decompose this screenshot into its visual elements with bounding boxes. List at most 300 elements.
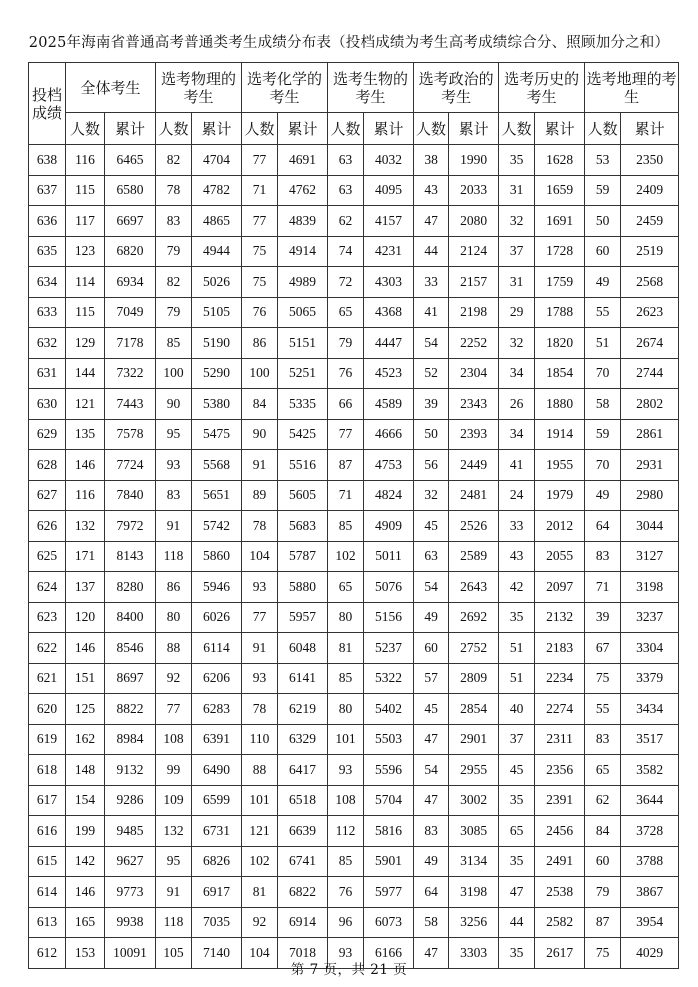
page-footer: 第 7 页，共 21 页 [290, 962, 408, 978]
geography-cumulative-cell: 3788 [621, 846, 679, 877]
chemistry-count-cell: 89 [242, 480, 278, 511]
geography-cumulative-cell: 3198 [621, 572, 679, 603]
all-cumulative-cell: 7578 [105, 419, 156, 450]
biology-cumulative-cell: 5076 [364, 572, 414, 603]
biology-cumulative-cell: 5704 [364, 785, 414, 816]
chemistry-cumulative-cell: 5516 [278, 450, 328, 481]
physics-count-cell: 105 [156, 938, 192, 969]
geography-cumulative-cell: 4029 [621, 938, 679, 969]
geography-count-cell: 49 [585, 267, 621, 298]
group-header-all: 全体考生 [66, 63, 156, 113]
politics-cumulative-cell: 2393 [449, 419, 499, 450]
biology-count-cell: 93 [328, 755, 364, 786]
chemistry-count-cell: 76 [242, 297, 278, 328]
chemistry-count-cell: 78 [242, 511, 278, 542]
table-row [29, 663, 679, 694]
score-cell: 629 [29, 419, 66, 450]
politics-cumulative-cell: 3085 [449, 816, 499, 847]
history-cumulative-cell: 2274 [535, 694, 585, 725]
biology-count-cell: 87 [328, 450, 364, 481]
physics-cumulative-cell: 6206 [192, 663, 242, 694]
history-count-cell: 44 [499, 907, 535, 938]
politics-cumulative-cell: 1990 [449, 145, 499, 176]
chemistry-count-cell: 77 [242, 145, 278, 176]
score-cell: 613 [29, 907, 66, 938]
chemistry-cumulative-cell: 5425 [278, 419, 328, 450]
score-cell: 619 [29, 724, 66, 755]
biology-count-cell: 108 [328, 785, 364, 816]
all-count-cell: 154 [66, 785, 105, 816]
biology-cumulative-cell: 4753 [364, 450, 414, 481]
score-cell: 614 [29, 877, 66, 908]
physics-count-cell: 91 [156, 877, 192, 908]
physics-count-cell: 132 [156, 816, 192, 847]
count-header: 人数 [242, 113, 278, 145]
table-row [29, 358, 679, 389]
all-cumulative-cell: 7049 [105, 297, 156, 328]
all-cumulative-cell: 6580 [105, 175, 156, 206]
history-count-cell: 32 [499, 206, 535, 237]
all-count-cell: 137 [66, 572, 105, 603]
geography-cumulative-cell: 3728 [621, 816, 679, 847]
geography-count-cell: 87 [585, 907, 621, 938]
all-cumulative-cell: 9286 [105, 785, 156, 816]
history-count-cell: 35 [499, 602, 535, 633]
history-cumulative-cell: 2055 [535, 541, 585, 572]
cumulative-header: 累计 [192, 113, 242, 145]
all-cumulative-cell: 9938 [105, 907, 156, 938]
history-cumulative-cell: 1979 [535, 480, 585, 511]
physics-count-cell: 78 [156, 175, 192, 206]
table-row [29, 267, 679, 298]
geography-count-cell: 51 [585, 328, 621, 359]
history-cumulative-cell: 1955 [535, 450, 585, 481]
geography-cumulative-cell: 3044 [621, 511, 679, 542]
geography-cumulative-cell: 3434 [621, 694, 679, 725]
politics-count-cell: 43 [414, 175, 449, 206]
chemistry-cumulative-cell: 4914 [278, 236, 328, 267]
history-count-cell: 51 [499, 633, 535, 664]
score-cell: 623 [29, 602, 66, 633]
chemistry-count-cell: 77 [242, 206, 278, 237]
geography-cumulative-cell: 2519 [621, 236, 679, 267]
history-cumulative-cell: 1788 [535, 297, 585, 328]
cumulative-header: 累计 [278, 113, 328, 145]
geography-cumulative-cell: 3304 [621, 633, 679, 664]
score-cell: 626 [29, 511, 66, 542]
count-header: 人数 [499, 113, 535, 145]
physics-cumulative-cell: 6917 [192, 877, 242, 908]
physics-cumulative-cell: 6490 [192, 755, 242, 786]
all-count-cell: 121 [66, 389, 105, 420]
physics-cumulative-cell: 5290 [192, 358, 242, 389]
politics-cumulative-cell: 2854 [449, 694, 499, 725]
politics-cumulative-cell: 3256 [449, 907, 499, 938]
biology-count-cell: 65 [328, 572, 364, 603]
biology-count-cell: 85 [328, 663, 364, 694]
all-cumulative-cell: 8697 [105, 663, 156, 694]
history-count-cell: 26 [499, 389, 535, 420]
politics-count-cell: 41 [414, 297, 449, 328]
physics-count-cell: 77 [156, 694, 192, 725]
count-header: 人数 [585, 113, 621, 145]
physics-count-cell: 99 [156, 755, 192, 786]
all-cumulative-cell: 9773 [105, 877, 156, 908]
politics-count-cell: 45 [414, 511, 449, 542]
all-cumulative-cell: 8143 [105, 541, 156, 572]
geography-count-cell: 49 [585, 480, 621, 511]
physics-count-cell: 92 [156, 663, 192, 694]
table-row [29, 175, 679, 206]
politics-count-cell: 49 [414, 846, 449, 877]
biology-cumulative-cell: 4303 [364, 267, 414, 298]
score-cell: 631 [29, 358, 66, 389]
politics-count-cell: 32 [414, 480, 449, 511]
group-header-physics: 选考物理的考生 [156, 63, 242, 113]
politics-cumulative-cell: 3198 [449, 877, 499, 908]
all-count-cell: 199 [66, 816, 105, 847]
table-row [29, 724, 679, 755]
physics-count-cell: 118 [156, 541, 192, 572]
chemistry-count-cell: 91 [242, 633, 278, 664]
geography-count-cell: 64 [585, 511, 621, 542]
geography-cumulative-cell: 2861 [621, 419, 679, 450]
chemistry-count-cell: 121 [242, 816, 278, 847]
physics-count-cell: 83 [156, 206, 192, 237]
table-row [29, 572, 679, 603]
biology-count-cell: 85 [328, 846, 364, 877]
chemistry-count-cell: 75 [242, 236, 278, 267]
score-cell: 616 [29, 816, 66, 847]
biology-cumulative-cell: 4666 [364, 419, 414, 450]
politics-cumulative-cell: 2198 [449, 297, 499, 328]
physics-cumulative-cell: 6026 [192, 602, 242, 633]
chemistry-count-cell: 101 [242, 785, 278, 816]
physics-count-cell: 95 [156, 419, 192, 450]
table-row [29, 694, 679, 725]
politics-count-cell: 49 [414, 602, 449, 633]
all-cumulative-cell: 8280 [105, 572, 156, 603]
politics-count-cell: 60 [414, 633, 449, 664]
physics-count-cell: 109 [156, 785, 192, 816]
geography-cumulative-cell: 3867 [621, 877, 679, 908]
all-count-cell: 129 [66, 328, 105, 359]
chemistry-cumulative-cell: 6822 [278, 877, 328, 908]
score-cell: 638 [29, 145, 66, 176]
biology-count-cell: 101 [328, 724, 364, 755]
chemistry-cumulative-cell: 4762 [278, 175, 328, 206]
all-cumulative-cell: 9132 [105, 755, 156, 786]
cumulative-header: 累计 [621, 113, 679, 145]
count-header: 人数 [156, 113, 192, 145]
table-row [29, 785, 679, 816]
physics-cumulative-cell: 5946 [192, 572, 242, 603]
all-cumulative-cell: 6697 [105, 206, 156, 237]
geography-cumulative-cell: 2744 [621, 358, 679, 389]
biology-cumulative-cell: 6073 [364, 907, 414, 938]
physics-count-cell: 90 [156, 389, 192, 420]
geography-count-cell: 59 [585, 175, 621, 206]
count-header: 人数 [66, 113, 105, 145]
politics-cumulative-cell: 2304 [449, 358, 499, 389]
physics-count-cell: 86 [156, 572, 192, 603]
table-row [29, 145, 679, 176]
geography-count-cell: 55 [585, 297, 621, 328]
politics-count-cell: 54 [414, 328, 449, 359]
history-cumulative-cell: 1659 [535, 175, 585, 206]
score-cell: 634 [29, 267, 66, 298]
history-cumulative-cell: 1728 [535, 236, 585, 267]
chemistry-cumulative-cell: 6141 [278, 663, 328, 694]
history-cumulative-cell: 1759 [535, 267, 585, 298]
all-count-cell: 148 [66, 755, 105, 786]
physics-count-cell: 91 [156, 511, 192, 542]
biology-count-cell: 63 [328, 145, 364, 176]
biology-cumulative-cell: 5596 [364, 755, 414, 786]
history-count-cell: 33 [499, 511, 535, 542]
score-cell: 625 [29, 541, 66, 572]
geography-count-cell: 59 [585, 419, 621, 450]
biology-cumulative-cell: 4447 [364, 328, 414, 359]
geography-count-cell: 75 [585, 663, 621, 694]
biology-count-cell: 76 [328, 877, 364, 908]
chemistry-count-cell: 78 [242, 694, 278, 725]
geography-count-cell: 79 [585, 877, 621, 908]
geography-count-cell: 75 [585, 938, 621, 969]
politics-cumulative-cell: 2343 [449, 389, 499, 420]
score-cell: 615 [29, 846, 66, 877]
chemistry-cumulative-cell: 5957 [278, 602, 328, 633]
history-count-cell: 37 [499, 236, 535, 267]
physics-count-cell: 83 [156, 480, 192, 511]
history-cumulative-cell: 2311 [535, 724, 585, 755]
chemistry-cumulative-cell: 6048 [278, 633, 328, 664]
biology-count-cell: 72 [328, 267, 364, 298]
biology-cumulative-cell: 5402 [364, 694, 414, 725]
physics-count-cell: 82 [156, 267, 192, 298]
history-count-cell: 42 [499, 572, 535, 603]
history-count-cell: 40 [499, 694, 535, 725]
cumulative-header: 累计 [364, 113, 414, 145]
all-cumulative-cell: 7724 [105, 450, 156, 481]
history-count-cell: 35 [499, 938, 535, 969]
cumulative-header: 累计 [535, 113, 585, 145]
all-cumulative-cell: 7972 [105, 511, 156, 542]
politics-count-cell: 47 [414, 785, 449, 816]
biology-cumulative-cell: 4095 [364, 175, 414, 206]
chemistry-cumulative-cell: 5335 [278, 389, 328, 420]
biology-cumulative-cell: 5322 [364, 663, 414, 694]
chemistry-cumulative-cell: 6914 [278, 907, 328, 938]
history-cumulative-cell: 1628 [535, 145, 585, 176]
politics-cumulative-cell: 3134 [449, 846, 499, 877]
chemistry-cumulative-cell: 4989 [278, 267, 328, 298]
cumulative-header: 累计 [105, 113, 156, 145]
politics-cumulative-cell: 2643 [449, 572, 499, 603]
history-count-cell: 51 [499, 663, 535, 694]
geography-cumulative-cell: 2674 [621, 328, 679, 359]
all-count-cell: 117 [66, 206, 105, 237]
geography-count-cell: 50 [585, 206, 621, 237]
biology-count-cell: 96 [328, 907, 364, 938]
geography-cumulative-cell: 2350 [621, 145, 679, 176]
politics-count-cell: 45 [414, 694, 449, 725]
table-row [29, 419, 679, 450]
physics-cumulative-cell: 5380 [192, 389, 242, 420]
physics-count-cell: 79 [156, 297, 192, 328]
physics-cumulative-cell: 5651 [192, 480, 242, 511]
count-header: 人数 [328, 113, 364, 145]
politics-count-cell: 39 [414, 389, 449, 420]
physics-cumulative-cell: 6114 [192, 633, 242, 664]
history-cumulative-cell: 2012 [535, 511, 585, 542]
history-count-cell: 34 [499, 419, 535, 450]
geography-cumulative-cell: 2459 [621, 206, 679, 237]
score-distribution-table [28, 62, 679, 969]
geography-cumulative-cell: 3644 [621, 785, 679, 816]
history-cumulative-cell: 2097 [535, 572, 585, 603]
chemistry-count-cell: 104 [242, 541, 278, 572]
geography-cumulative-cell: 2980 [621, 480, 679, 511]
all-cumulative-cell: 7443 [105, 389, 156, 420]
biology-cumulative-cell: 4032 [364, 145, 414, 176]
score-cell: 622 [29, 633, 66, 664]
biology-count-cell: 79 [328, 328, 364, 359]
table-row [29, 511, 679, 542]
physics-cumulative-cell: 6599 [192, 785, 242, 816]
history-cumulative-cell: 1880 [535, 389, 585, 420]
biology-count-cell: 71 [328, 480, 364, 511]
politics-count-cell: 54 [414, 755, 449, 786]
score-cell: 624 [29, 572, 66, 603]
history-count-cell: 29 [499, 297, 535, 328]
politics-cumulative-cell: 2080 [449, 206, 499, 237]
table-row [29, 389, 679, 420]
all-count-cell: 135 [66, 419, 105, 450]
all-count-cell: 116 [66, 480, 105, 511]
history-count-cell: 24 [499, 480, 535, 511]
chemistry-count-cell: 75 [242, 267, 278, 298]
physics-cumulative-cell: 5742 [192, 511, 242, 542]
physics-count-cell: 118 [156, 907, 192, 938]
physics-count-cell: 108 [156, 724, 192, 755]
history-cumulative-cell: 2356 [535, 755, 585, 786]
biology-cumulative-cell: 4589 [364, 389, 414, 420]
physics-cumulative-cell: 5568 [192, 450, 242, 481]
chemistry-cumulative-cell: 5151 [278, 328, 328, 359]
history-count-cell: 35 [499, 846, 535, 877]
physics-cumulative-cell: 4782 [192, 175, 242, 206]
all-cumulative-cell: 6934 [105, 267, 156, 298]
politics-count-cell: 33 [414, 267, 449, 298]
all-cumulative-cell: 8984 [105, 724, 156, 755]
score-cell: 633 [29, 297, 66, 328]
chemistry-cumulative-cell: 6219 [278, 694, 328, 725]
chemistry-count-cell: 90 [242, 419, 278, 450]
physics-cumulative-cell: 6391 [192, 724, 242, 755]
physics-count-cell: 82 [156, 145, 192, 176]
biology-cumulative-cell: 5156 [364, 602, 414, 633]
biology-cumulative-cell: 5503 [364, 724, 414, 755]
biology-cumulative-cell: 4909 [364, 511, 414, 542]
table-row [29, 633, 679, 664]
biology-cumulative-cell: 4231 [364, 236, 414, 267]
politics-cumulative-cell: 2252 [449, 328, 499, 359]
politics-cumulative-cell: 2033 [449, 175, 499, 206]
table-row [29, 877, 679, 908]
physics-cumulative-cell: 5105 [192, 297, 242, 328]
biology-count-cell: 81 [328, 633, 364, 664]
biology-cumulative-cell: 4368 [364, 297, 414, 328]
history-cumulative-cell: 2456 [535, 816, 585, 847]
history-count-cell: 47 [499, 877, 535, 908]
biology-count-cell: 76 [328, 358, 364, 389]
all-count-cell: 114 [66, 267, 105, 298]
politics-cumulative-cell: 3303 [449, 938, 499, 969]
biology-count-cell: 80 [328, 694, 364, 725]
chemistry-count-cell: 81 [242, 877, 278, 908]
score-cell: 635 [29, 236, 66, 267]
biology-count-cell: 62 [328, 206, 364, 237]
score-cell: 627 [29, 480, 66, 511]
geography-count-cell: 67 [585, 633, 621, 664]
physics-count-cell: 88 [156, 633, 192, 664]
chemistry-cumulative-cell: 5065 [278, 297, 328, 328]
history-count-cell: 34 [499, 358, 535, 389]
biology-count-cell: 93 [328, 938, 364, 969]
chemistry-cumulative-cell: 5683 [278, 511, 328, 542]
physics-cumulative-cell: 6826 [192, 846, 242, 877]
geography-count-cell: 71 [585, 572, 621, 603]
all-count-cell: 115 [66, 175, 105, 206]
group-header-history: 选考历史的考生 [499, 63, 585, 113]
history-cumulative-cell: 2582 [535, 907, 585, 938]
politics-cumulative-cell: 2589 [449, 541, 499, 572]
score-column-header: 投档成绩 [29, 63, 66, 145]
politics-count-cell: 47 [414, 724, 449, 755]
table-row [29, 297, 679, 328]
biology-cumulative-cell: 4824 [364, 480, 414, 511]
history-count-cell: 41 [499, 450, 535, 481]
chemistry-cumulative-cell: 6639 [278, 816, 328, 847]
all-cumulative-cell: 7322 [105, 358, 156, 389]
biology-cumulative-cell: 5977 [364, 877, 414, 908]
chemistry-count-cell: 102 [242, 846, 278, 877]
biology-cumulative-cell: 4157 [364, 206, 414, 237]
biology-count-cell: 102 [328, 541, 364, 572]
chemistry-count-cell: 100 [242, 358, 278, 389]
politics-cumulative-cell: 2692 [449, 602, 499, 633]
politics-cumulative-cell: 2955 [449, 755, 499, 786]
geography-cumulative-cell: 2623 [621, 297, 679, 328]
physics-cumulative-cell: 6283 [192, 694, 242, 725]
biology-cumulative-cell: 6166 [364, 938, 414, 969]
politics-cumulative-cell: 2157 [449, 267, 499, 298]
geography-cumulative-cell: 3237 [621, 602, 679, 633]
chemistry-count-cell: 110 [242, 724, 278, 755]
table-row [29, 816, 679, 847]
biology-cumulative-cell: 4523 [364, 358, 414, 389]
score-cell: 632 [29, 328, 66, 359]
history-count-cell: 43 [499, 541, 535, 572]
geography-cumulative-cell: 3379 [621, 663, 679, 694]
history-count-cell: 45 [499, 755, 535, 786]
politics-count-cell: 58 [414, 907, 449, 938]
geography-count-cell: 70 [585, 358, 621, 389]
chemistry-cumulative-cell: 5787 [278, 541, 328, 572]
all-count-cell: 146 [66, 450, 105, 481]
politics-cumulative-cell: 2901 [449, 724, 499, 755]
